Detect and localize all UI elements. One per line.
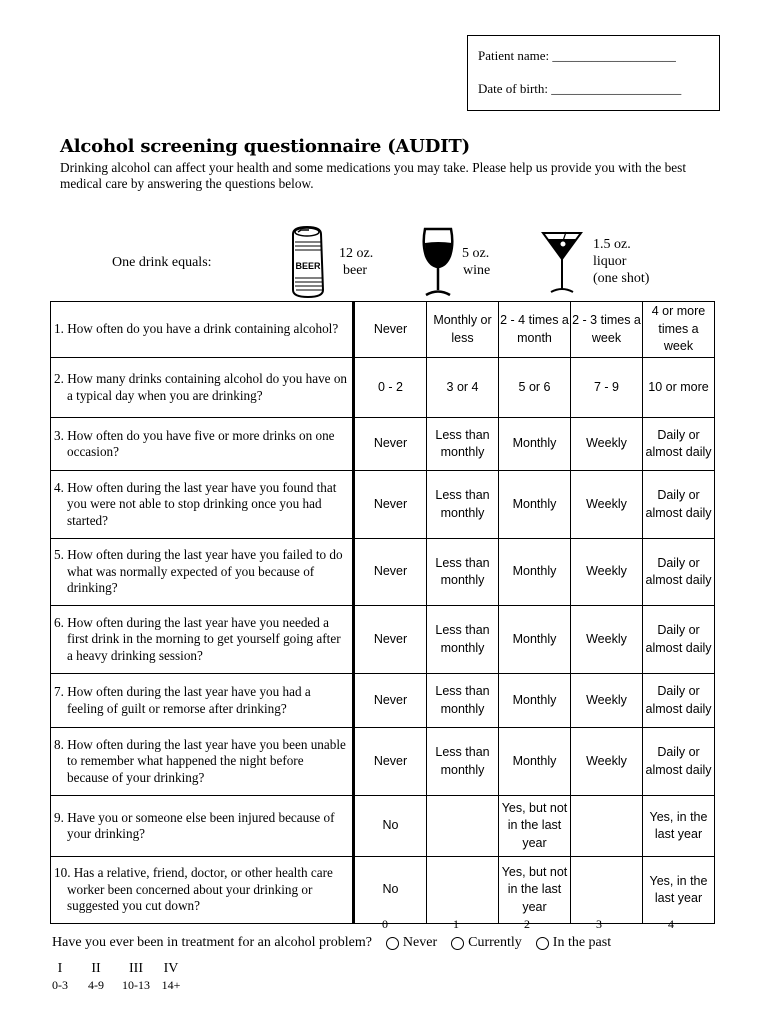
- answer-option-cell[interactable]: Weekly: [571, 606, 643, 674]
- question-cell: [51, 418, 354, 471]
- answer-option-cell[interactable]: 10 or more: [643, 358, 715, 418]
- answer-option-cell[interactable]: 0 - 2: [354, 358, 427, 418]
- answer-option-cell[interactable]: No: [354, 796, 427, 857]
- answer-option-cell[interactable]: Monthly: [499, 418, 571, 471]
- question-cell: [51, 857, 354, 924]
- question-row: [51, 728, 715, 796]
- treatment-option-currently[interactable]: [451, 935, 522, 951]
- question-text: 3. How often do you have five or more drinks on one occasion?: [54, 427, 335, 459]
- radio-circle-icon[interactable]: [386, 937, 399, 950]
- question-row: [51, 857, 715, 924]
- patient-name-field[interactable]: Patient name: ___________________: [478, 48, 676, 63]
- answer-option-cell[interactable]: Never: [354, 606, 427, 674]
- legend-level: IV: [163, 961, 179, 976]
- answer-option-cell[interactable]: Daily or almost daily: [643, 418, 715, 471]
- answer-option-cell[interactable]: [571, 857, 643, 924]
- question-row: [51, 302, 715, 358]
- score-label: 3: [596, 917, 602, 931]
- question-text: 7. How often during the last year have you had a feeling of guilt or remorse after drinking?: [54, 684, 311, 716]
- liquor-amount-line-2: liquor: [593, 254, 627, 269]
- patient-info-box: [467, 35, 720, 111]
- score-label: 4: [668, 917, 674, 931]
- answer-option-cell[interactable]: 7 - 9: [571, 358, 643, 418]
- legend-item: [42, 961, 78, 993]
- answer-option-cell[interactable]: Never: [354, 471, 427, 539]
- treatment-option-in-the-past[interactable]: [536, 935, 611, 951]
- wine-amount-line-1: 5 oz.: [462, 246, 490, 261]
- radio-circle-icon[interactable]: [536, 937, 549, 950]
- question-row: [51, 358, 715, 418]
- wine-amount: [462, 245, 490, 279]
- answer-option-cell[interactable]: Daily or almost daily: [643, 606, 715, 674]
- answer-option-cell[interactable]: 2 - 4 times a month: [499, 302, 571, 358]
- score-label: 2: [524, 917, 530, 931]
- answer-option-cell[interactable]: Monthly: [499, 728, 571, 796]
- answer-option-cell[interactable]: Weekly: [571, 418, 643, 471]
- answer-option-cell[interactable]: Monthly: [499, 539, 571, 606]
- legend-level: I: [57, 961, 63, 976]
- score-label: 0: [382, 917, 388, 931]
- intro-text: Drinking alcohol can affect your health and some medications you may take. Please help us provide you with the best medical care by answering the questions below.: [60, 160, 687, 191]
- martini-glass-icon: [541, 229, 583, 295]
- answer-option-cell[interactable]: Less than monthly: [427, 539, 499, 606]
- answer-option-cell[interactable]: No: [354, 857, 427, 924]
- treatment-option-never[interactable]: [386, 935, 437, 951]
- answer-option-cell[interactable]: Daily or almost daily: [643, 539, 715, 606]
- question-cell: [51, 606, 354, 674]
- answer-option-cell[interactable]: [427, 796, 499, 857]
- answer-option-cell[interactable]: Weekly: [571, 674, 643, 728]
- question-text: 5. How often during the last year have you failed to do what was normally expected of you because of drinking?: [54, 547, 343, 596]
- answer-option-cell[interactable]: Daily or almost daily: [643, 471, 715, 539]
- liquor-amount: [593, 236, 649, 287]
- answer-option-cell[interactable]: Daily or almost daily: [643, 674, 715, 728]
- legend-range: 10-13: [122, 978, 150, 992]
- liquor-amount-line-1: 1.5 oz.: [593, 237, 631, 252]
- drink-equivalent-label: One drink equals:: [112, 255, 212, 270]
- legend-range: 14+: [161, 978, 181, 992]
- question-text: 8. How often during the last year have you been unable to remember what happened the night before because of your drinking?: [54, 736, 346, 785]
- question-cell: [51, 674, 354, 728]
- answer-option-cell[interactable]: 2 - 3 times a week: [571, 302, 643, 358]
- question-row: [51, 539, 715, 606]
- question-cell: [51, 796, 354, 857]
- legend-item: [78, 961, 114, 993]
- beer-can-label: BEER: [295, 261, 321, 271]
- answer-option-cell[interactable]: Weekly: [571, 471, 643, 539]
- answer-option-cell[interactable]: Monthly: [499, 606, 571, 674]
- question-text: 4. How often during the last year have you found that you were not able to stop drinking once you had started?: [54, 479, 337, 528]
- answer-option-cell[interactable]: Yes, but not in the last year: [499, 796, 571, 857]
- treatment-option-label: In the past: [552, 935, 612, 950]
- legend-level: III: [129, 961, 143, 976]
- beer-amount: [339, 245, 373, 279]
- legend-item: [118, 961, 154, 993]
- answer-option-cell[interactable]: Never: [354, 728, 427, 796]
- beer-amount-line-2: beer: [343, 263, 368, 278]
- treatment-option-label: Currently: [468, 935, 522, 950]
- answer-option-cell[interactable]: Less than monthly: [427, 674, 499, 728]
- question-text: 1. How often do you have a drink containing alcohol?: [54, 321, 339, 337]
- page-title: Alcohol screening questionnaire (AUDIT): [60, 136, 470, 157]
- answer-option-cell[interactable]: Monthly or less: [427, 302, 499, 358]
- question-cell: [51, 728, 354, 796]
- beer-can-icon: [287, 224, 335, 300]
- liquor-amount-line-3: (one shot): [593, 271, 650, 286]
- legend-level: II: [91, 961, 101, 976]
- radio-circle-icon[interactable]: [451, 937, 464, 950]
- answer-option-cell[interactable]: Monthly: [499, 471, 571, 539]
- answer-option-cell[interactable]: Monthly: [499, 674, 571, 728]
- answer-option-cell[interactable]: Never: [354, 674, 427, 728]
- question-cell: [51, 471, 354, 539]
- treatment-option-label: Never: [402, 935, 438, 950]
- question-cell: [51, 302, 354, 358]
- answer-option-cell[interactable]: Less than monthly: [427, 471, 499, 539]
- answer-option-cell[interactable]: Never: [354, 302, 427, 358]
- answer-option-cell[interactable]: Weekly: [571, 728, 643, 796]
- beer-amount-line-1: 12 oz.: [339, 246, 374, 261]
- answer-option-cell[interactable]: Weekly: [571, 539, 643, 606]
- legend-range: 4-9: [88, 978, 104, 992]
- question-text: 2. How many drinks containing alcohol do you have on a typical day when you are drinking?: [54, 371, 348, 403]
- treatment-question: [52, 935, 611, 951]
- answer-option-cell[interactable]: 3 or 4: [427, 358, 499, 418]
- answer-option-cell[interactable]: Less than monthly: [427, 606, 499, 674]
- answer-option-cell[interactable]: Daily or almost daily: [643, 728, 715, 796]
- score-label: 1: [453, 917, 459, 931]
- question-cell: [51, 358, 354, 418]
- question-cell: [51, 539, 354, 606]
- answer-option-cell[interactable]: Never: [354, 418, 427, 471]
- legend-range: 0-3: [52, 978, 68, 992]
- treatment-question-text: Have you ever been in treatment for an alcohol problem?: [52, 935, 372, 950]
- question-text: 6. How often during the last year have you needed a first drink in the morning to get yourself going after a heavy drinking session?: [54, 614, 341, 663]
- answer-option-cell[interactable]: Less than monthly: [427, 728, 499, 796]
- date-of-birth-field[interactable]: Date of birth: ____________________: [478, 81, 682, 96]
- answer-option-cell[interactable]: 5 or 6: [499, 358, 571, 418]
- wine-amount-line-2: wine: [463, 263, 491, 278]
- question-row: [51, 796, 715, 857]
- question-text: 10. Has a relative, friend, doctor, or other health care worker been concerned about your drinking or suggested you cut down?: [54, 865, 333, 914]
- audit-questions-table: [50, 301, 715, 924]
- question-row: [51, 471, 715, 539]
- answer-option-cell[interactable]: Less than monthly: [427, 418, 499, 471]
- legend-item: [153, 961, 189, 993]
- answer-option-cell[interactable]: Never: [354, 539, 427, 606]
- answer-option-cell[interactable]: Yes, but not in the last year: [499, 857, 571, 924]
- answer-option-cell[interactable]: Yes, in the last year: [643, 796, 715, 857]
- answer-option-cell[interactable]: [427, 857, 499, 924]
- answer-option-cell[interactable]: [571, 796, 643, 857]
- answer-option-cell[interactable]: Yes, in the last year: [643, 857, 715, 924]
- question-row: [51, 674, 715, 728]
- wine-glass-icon: [420, 226, 456, 298]
- question-text: 9. Have you or someone else been injured because of your drinking?: [54, 809, 335, 841]
- question-row: [51, 418, 715, 471]
- answer-option-cell[interactable]: 4 or more times a week: [643, 302, 715, 358]
- question-row: [51, 606, 715, 674]
